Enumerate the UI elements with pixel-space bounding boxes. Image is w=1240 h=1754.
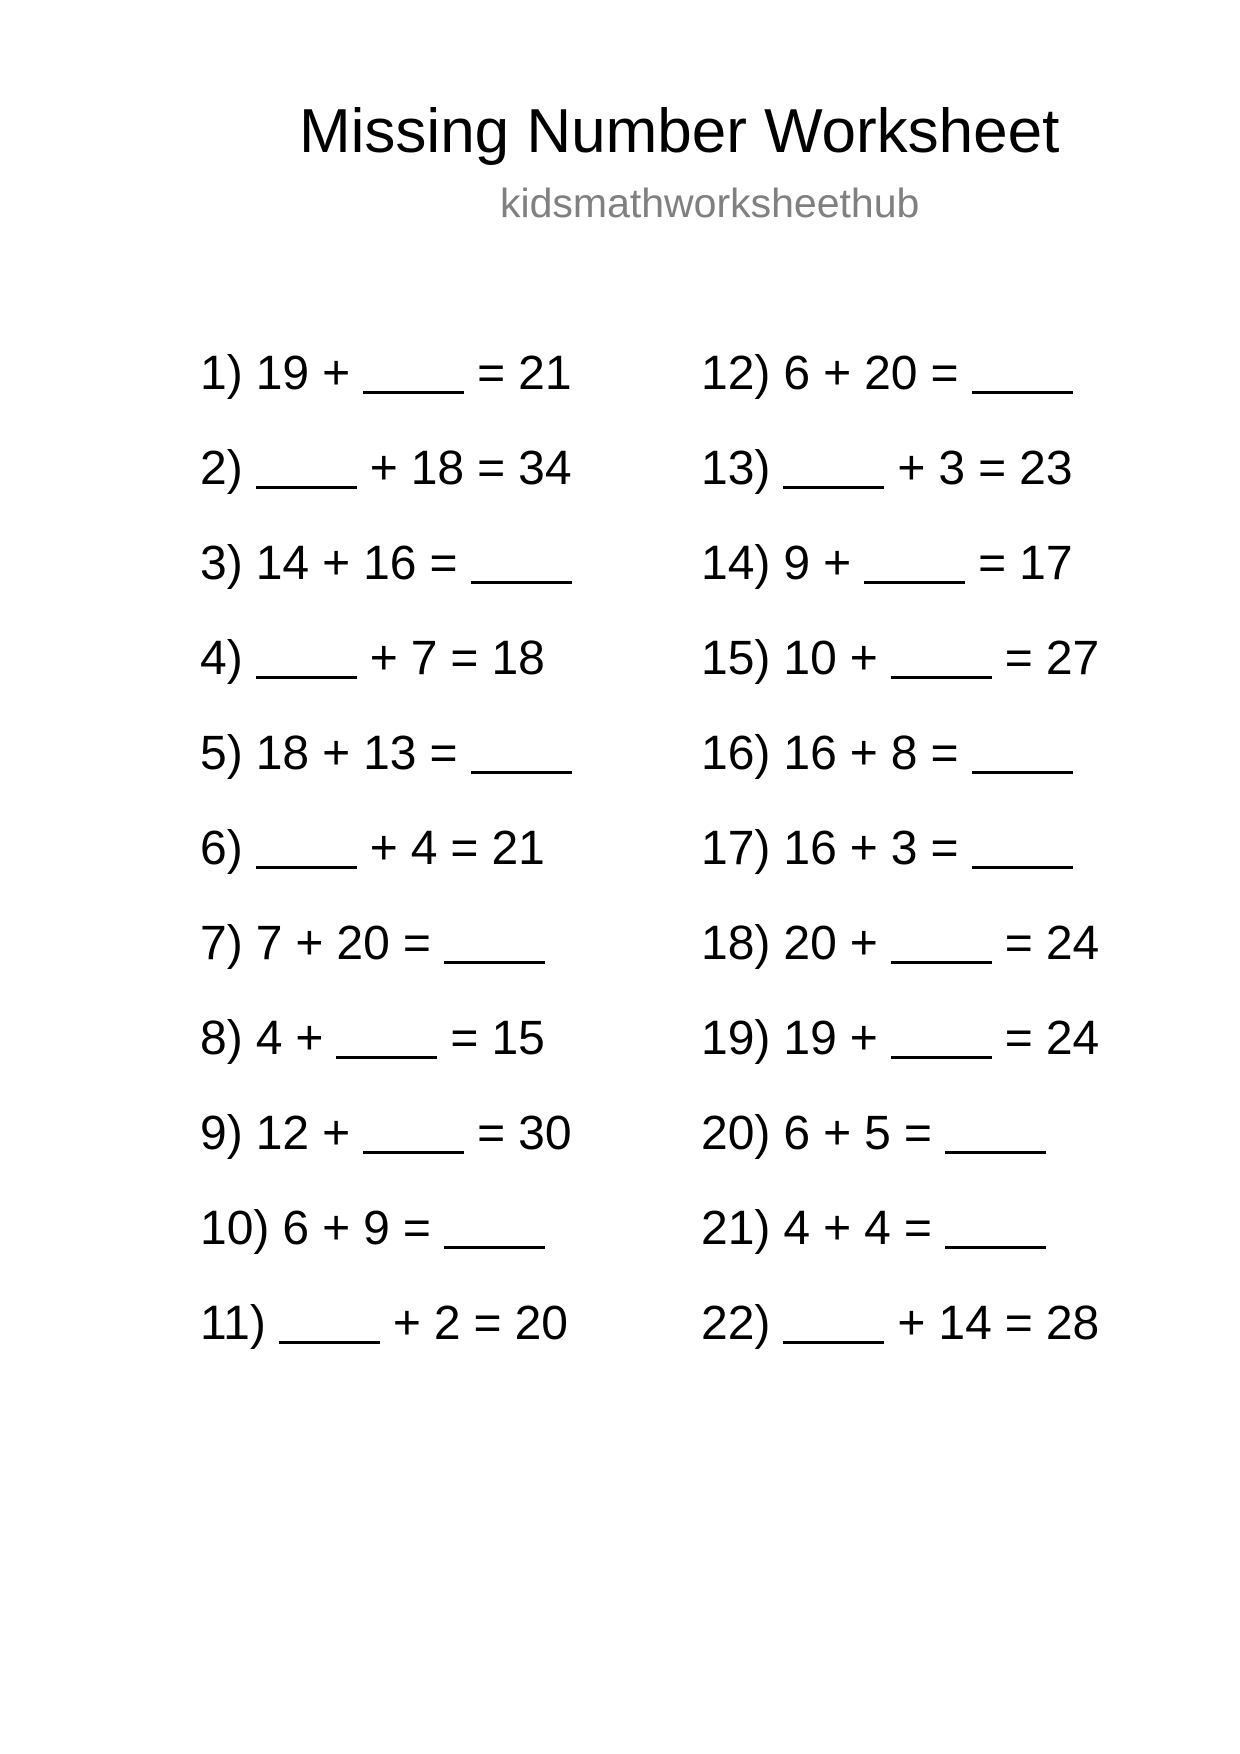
equals-sign: = xyxy=(473,1297,502,1350)
operator: + xyxy=(322,1107,351,1160)
equals-sign: = xyxy=(978,537,1007,590)
equals-sign: = xyxy=(1004,1297,1033,1350)
problem-number: 16) xyxy=(701,727,771,780)
answer-blank[interactable] xyxy=(945,1106,1046,1154)
operator: + xyxy=(897,1297,926,1350)
equals-sign: = xyxy=(429,727,458,780)
operand: 4 xyxy=(783,1202,811,1255)
problem-number: 21) xyxy=(701,1202,771,1255)
problem-item xyxy=(200,346,572,441)
operand: 18 xyxy=(255,727,310,780)
answer-blank[interactable] xyxy=(471,726,572,774)
operand: 13 xyxy=(363,727,417,780)
problem-item xyxy=(200,441,572,536)
operand: 3 xyxy=(938,442,966,495)
operand: 20 xyxy=(783,917,837,970)
operator: + xyxy=(849,917,878,970)
operand: 19 xyxy=(255,347,310,400)
problem-item xyxy=(200,916,572,1011)
equals-sign: = xyxy=(477,1107,506,1160)
operand: 9 xyxy=(783,537,811,590)
equals-sign: = xyxy=(978,442,1007,495)
operand: 7 xyxy=(410,632,438,685)
answer-blank[interactable] xyxy=(783,441,884,489)
operand: 14 xyxy=(255,537,310,590)
problem-number: 20) xyxy=(701,1107,771,1160)
equals-sign: = xyxy=(930,727,959,780)
problem-number: 11) xyxy=(200,1297,266,1350)
equals-sign: = xyxy=(429,537,458,590)
worksheet-subtitle: kidsmathworksheethub xyxy=(500,180,920,226)
operand: 6 xyxy=(282,1202,310,1255)
operator: + xyxy=(849,632,878,685)
problem-item xyxy=(200,1296,572,1391)
answer-blank[interactable] xyxy=(444,1201,545,1249)
operand: 20 xyxy=(336,917,390,970)
operand: 4 xyxy=(410,822,438,875)
operand: 17 xyxy=(1019,537,1073,590)
operand: 16 xyxy=(783,727,837,780)
equals-sign: = xyxy=(450,822,479,875)
problem-item xyxy=(200,631,572,726)
problem-item xyxy=(701,441,1099,536)
problem-item xyxy=(200,1011,572,1106)
equals-sign: = xyxy=(450,1012,479,1065)
problem-number: 4) xyxy=(200,632,243,685)
answer-blank[interactable] xyxy=(783,1296,884,1344)
problem-item xyxy=(200,1201,572,1296)
problems-column-left xyxy=(200,346,572,1391)
operator: + xyxy=(849,727,878,780)
answer-blank[interactable] xyxy=(256,441,357,489)
operand: 28 xyxy=(1045,1297,1100,1350)
problem-number: 7) xyxy=(200,917,243,970)
equals-sign: = xyxy=(450,632,479,685)
operand: 15 xyxy=(491,1012,545,1065)
worksheet-title: Missing Number Worksheet xyxy=(299,97,1060,166)
problem-item xyxy=(701,536,1099,631)
operator: + xyxy=(823,1107,852,1160)
operand: 5 xyxy=(864,1107,891,1160)
answer-blank[interactable] xyxy=(891,1011,992,1059)
equals-sign: = xyxy=(1004,1012,1033,1065)
problem-number: 2) xyxy=(200,442,243,495)
problem-item xyxy=(701,726,1099,821)
answer-blank[interactable] xyxy=(363,1106,464,1154)
problem-number: 5) xyxy=(200,727,243,780)
equals-sign: = xyxy=(402,1202,431,1255)
answer-blank[interactable] xyxy=(471,536,572,584)
operator: + xyxy=(295,1012,324,1065)
answer-blank[interactable] xyxy=(972,346,1073,394)
operator: + xyxy=(369,632,398,685)
problem-item xyxy=(701,1296,1099,1391)
operand: 4 xyxy=(255,1012,283,1065)
answer-blank[interactable] xyxy=(972,821,1073,869)
problem-item xyxy=(701,821,1099,916)
problem-number: 18) xyxy=(701,917,771,970)
operand: 14 xyxy=(938,1297,992,1350)
answer-blank[interactable] xyxy=(444,916,545,964)
operator: + xyxy=(392,1297,421,1350)
operator: + xyxy=(322,727,351,780)
problem-number: 12) xyxy=(701,347,771,400)
operand: 23 xyxy=(1019,442,1073,495)
problem-number: 13) xyxy=(701,442,771,495)
problem-item xyxy=(701,1106,1099,1201)
problem-item xyxy=(200,821,572,916)
operand: 6 xyxy=(783,347,811,400)
operand: 3 xyxy=(890,822,918,875)
operand: 9 xyxy=(363,1202,390,1255)
equals-sign: = xyxy=(1004,917,1033,970)
operator: + xyxy=(369,822,398,875)
problem-number: 15) xyxy=(701,632,771,685)
operand: 12 xyxy=(255,1107,310,1160)
operand: 6 xyxy=(783,1107,811,1160)
problem-number: 3) xyxy=(200,537,243,590)
operand: 21 xyxy=(518,347,572,400)
answer-blank[interactable] xyxy=(864,536,965,584)
answer-blank[interactable] xyxy=(945,1201,1046,1249)
operand: 7 xyxy=(255,917,283,970)
answer-blank[interactable] xyxy=(972,726,1073,774)
problem-item xyxy=(200,726,572,821)
operand: 16 xyxy=(363,537,417,590)
operand: 24 xyxy=(1045,917,1100,970)
operand: 2 xyxy=(433,1297,461,1350)
operator: + xyxy=(897,442,926,495)
problem-item xyxy=(701,346,1099,441)
operand: 8 xyxy=(890,727,918,780)
answer-blank[interactable] xyxy=(891,631,992,679)
operator: + xyxy=(823,537,852,590)
operator: + xyxy=(322,537,351,590)
problem-item xyxy=(701,631,1099,726)
problem-item xyxy=(701,1201,1099,1296)
problem-number: 19) xyxy=(701,1012,771,1065)
answer-blank[interactable] xyxy=(336,1011,437,1059)
problem-number: 9) xyxy=(200,1107,243,1160)
equals-sign: = xyxy=(930,347,959,400)
equals-sign: = xyxy=(903,1202,932,1255)
operand: 27 xyxy=(1045,632,1100,685)
operator: + xyxy=(369,442,398,495)
problem-item xyxy=(200,536,572,631)
answer-blank[interactable] xyxy=(256,821,357,869)
operand: 18 xyxy=(491,632,545,685)
operand: 16 xyxy=(783,822,837,875)
operand: 21 xyxy=(491,822,545,875)
operator: + xyxy=(849,1012,878,1065)
operand: 24 xyxy=(1045,1012,1100,1065)
operand: 10 xyxy=(783,632,837,685)
operand: 30 xyxy=(518,1107,572,1160)
operator: + xyxy=(322,347,351,400)
operator: + xyxy=(823,1202,852,1255)
equals-sign: = xyxy=(1004,632,1033,685)
problem-number: 6) xyxy=(200,822,243,875)
operand: 18 xyxy=(410,442,465,495)
equals-sign: = xyxy=(930,822,959,875)
problem-number: 14) xyxy=(701,537,771,590)
operand: 19 xyxy=(783,1012,837,1065)
operator: + xyxy=(322,1202,351,1255)
equals-sign: = xyxy=(477,347,506,400)
operator: + xyxy=(823,347,852,400)
equals-sign: = xyxy=(402,917,431,970)
answer-blank[interactable] xyxy=(256,631,357,679)
answer-blank[interactable] xyxy=(891,916,992,964)
operator: + xyxy=(849,822,878,875)
equals-sign: = xyxy=(477,442,506,495)
problem-number: 8) xyxy=(200,1012,243,1065)
problem-number: 10) xyxy=(200,1202,270,1255)
operator: + xyxy=(295,917,324,970)
problem-item xyxy=(200,1106,572,1201)
operand: 4 xyxy=(864,1202,891,1255)
problem-item xyxy=(701,916,1099,1011)
problem-number: 22) xyxy=(701,1297,771,1350)
problem-number: 17) xyxy=(701,822,771,875)
equals-sign: = xyxy=(903,1107,932,1160)
problem-item xyxy=(701,1011,1099,1106)
answer-blank[interactable] xyxy=(279,1296,380,1344)
problem-number: 1) xyxy=(200,347,243,400)
problems-column-right xyxy=(701,346,1099,1391)
operand: 20 xyxy=(514,1297,568,1350)
operand: 20 xyxy=(864,347,918,400)
operand: 34 xyxy=(518,442,572,495)
answer-blank[interactable] xyxy=(363,346,464,394)
